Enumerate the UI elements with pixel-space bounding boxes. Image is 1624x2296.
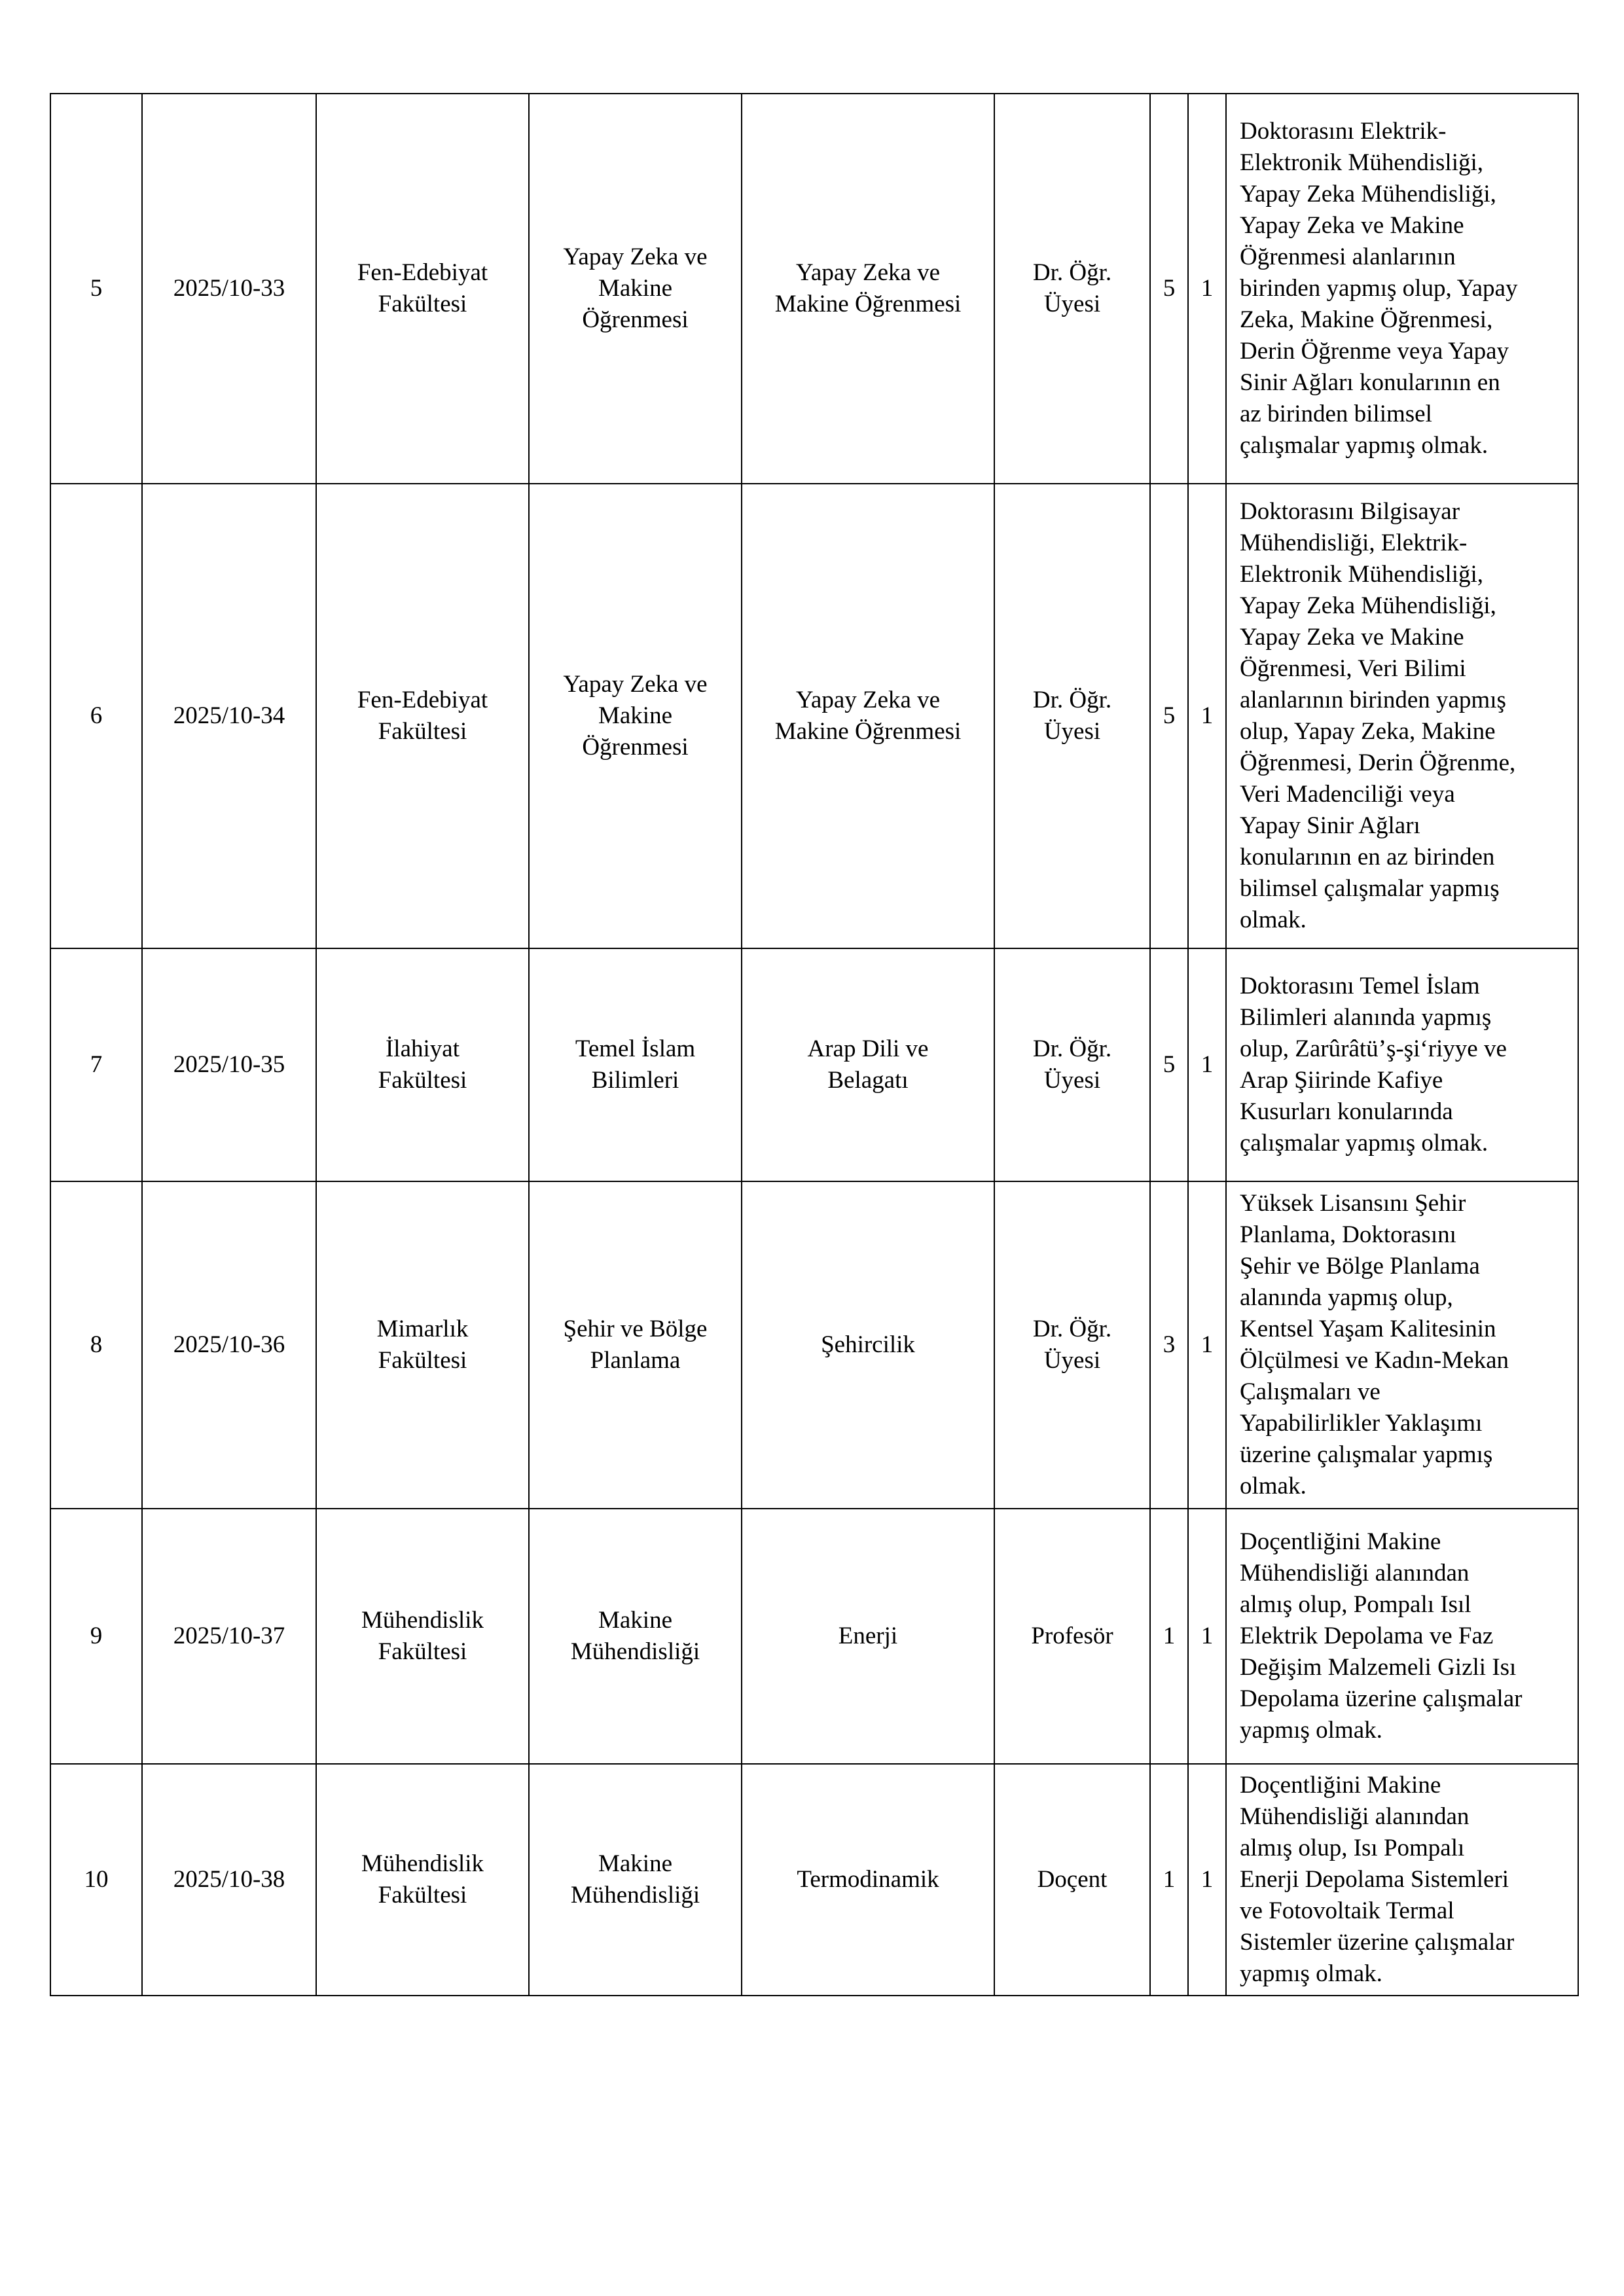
faculty-cell: Mühendislik Fakültesi	[316, 1509, 529, 1764]
count-cell: 1	[1188, 1764, 1226, 1996]
row-number: 5	[50, 94, 142, 484]
department-cell: Şehir ve Bölge Planlama	[529, 1181, 742, 1509]
degree-cell: 5	[1150, 948, 1188, 1181]
table-row	[50, 948, 1578, 1181]
title-cell: Dr. Öğr. Üyesi	[994, 484, 1150, 948]
department-cell: Makine Mühendisliği	[529, 1764, 742, 1996]
row-number: 9	[50, 1509, 142, 1764]
degree-cell: 1	[1150, 1509, 1188, 1764]
table-row	[50, 1509, 1578, 1764]
degree-cell: 5	[1150, 94, 1188, 484]
reference-code: 2025/10-35	[142, 948, 316, 1181]
degree-cell: 3	[1150, 1181, 1188, 1509]
field-cell: Yapay Zeka ve Makine Öğrenmesi	[742, 484, 994, 948]
reference-code: 2025/10-36	[142, 1181, 316, 1509]
count-cell: 1	[1188, 1509, 1226, 1764]
requirements-cell: Doçentliğini Makine Mühendisliği alanından almış olup, Pompalı Isıl Elektrik Depolama ve Faz Değişim Malzemeli Gizli Isı Depolama üzerine çalışmalar yapmış olmak.	[1226, 1509, 1578, 1764]
field-cell: Arap Dili ve Belagatı	[742, 948, 994, 1181]
department-cell: Yapay Zeka ve Makine Öğrenmesi	[529, 484, 742, 948]
field-cell: Termodinamik	[742, 1764, 994, 1996]
faculty-cell: Fen-Edebiyat Fakültesi	[316, 484, 529, 948]
degree-cell: 5	[1150, 484, 1188, 948]
faculty-cell: Fen-Edebiyat Fakültesi	[316, 94, 529, 484]
field-cell: Enerji	[742, 1509, 994, 1764]
department-cell: Yapay Zeka ve Makine Öğrenmesi	[529, 94, 742, 484]
field-cell: Şehircilik	[742, 1181, 994, 1509]
row-number: 10	[50, 1764, 142, 1996]
department-cell: Makine Mühendisliği	[529, 1509, 742, 1764]
field-cell: Yapay Zeka ve Makine Öğrenmesi	[742, 94, 994, 484]
table-row	[50, 1181, 1578, 1509]
row-number: 8	[50, 1181, 142, 1509]
department-cell: Temel İslam Bilimleri	[529, 948, 742, 1181]
requirements-cell: Yüksek Lisansını Şehir Planlama, Doktorasını Şehir ve Bölge Planlama alanında yapmış olup, Kentsel Yaşam Kalitesinin Ölçülmesi ve Kadın-Mekan Çalışmaları ve Yapabilirlikler Yaklaşımı üzerine çalışmalar yapmış olmak.	[1226, 1181, 1578, 1509]
row-number: 6	[50, 484, 142, 948]
title-cell: Dr. Öğr. Üyesi	[994, 1181, 1150, 1509]
count-cell: 1	[1188, 484, 1226, 948]
requirements-cell: Doktorasını Bilgisayar Mühendisliği, Elektrik- Elektronik Mühendisliği, Yapay Zeka Mühendisliği, Yapay Zeka ve Makine Öğrenmesi, Veri Bilimi alanlarının birinden yapmış olup, Yapay Zeka, Makine Öğrenmesi, Derin Öğrenme, Veri Madenciliği veya Yapay Sinir Ağları konularının en az birinden bilimsel çalışmalar yapmış olmak.	[1226, 484, 1578, 948]
position-listing-table	[50, 93, 1579, 1996]
table-row	[50, 94, 1578, 484]
reference-code: 2025/10-37	[142, 1509, 316, 1764]
reference-code: 2025/10-33	[142, 94, 316, 484]
requirements-cell: Doçentliğini Makine Mühendisliği alanından almış olup, Isı Pompalı Enerji Depolama Sistemleri ve Fotovoltaik Termal Sistemler üzerine çalışmalar yapmış olmak.	[1226, 1764, 1578, 1996]
reference-code: 2025/10-38	[142, 1764, 316, 1996]
title-cell: Dr. Öğr. Üyesi	[994, 94, 1150, 484]
count-cell: 1	[1188, 948, 1226, 1181]
title-cell: Doçent	[994, 1764, 1150, 1996]
table-row	[50, 484, 1578, 948]
requirements-cell: Doktorasını Elektrik- Elektronik Mühendisliği, Yapay Zeka Mühendisliği, Yapay Zeka ve Makine Öğrenmesi alanlarının birinden yapmış olup, Yapay Zeka, Makine Öğrenmesi, Derin Öğrenme veya Yapay Sinir Ağları konularının en az birinden bilimsel çalışmalar yapmış olmak.	[1226, 94, 1578, 484]
row-number: 7	[50, 948, 142, 1181]
count-cell: 1	[1188, 94, 1226, 484]
degree-cell: 1	[1150, 1764, 1188, 1996]
faculty-cell: İlahiyat Fakültesi	[316, 948, 529, 1181]
table-row	[50, 1764, 1578, 1996]
reference-code: 2025/10-34	[142, 484, 316, 948]
title-cell: Profesör	[994, 1509, 1150, 1764]
title-cell: Dr. Öğr. Üyesi	[994, 948, 1150, 1181]
requirements-cell: Doktorasını Temel İslam Bilimleri alanında yapmış olup, Zarûrâtü’ş-şi‘riyye ve Arap Şiirinde Kafiye Kusurları konularında çalışmalar yapmış olmak.	[1226, 948, 1578, 1181]
count-cell: 1	[1188, 1181, 1226, 1509]
faculty-cell: Mühendislik Fakültesi	[316, 1764, 529, 1996]
faculty-cell: Mimarlık Fakültesi	[316, 1181, 529, 1509]
